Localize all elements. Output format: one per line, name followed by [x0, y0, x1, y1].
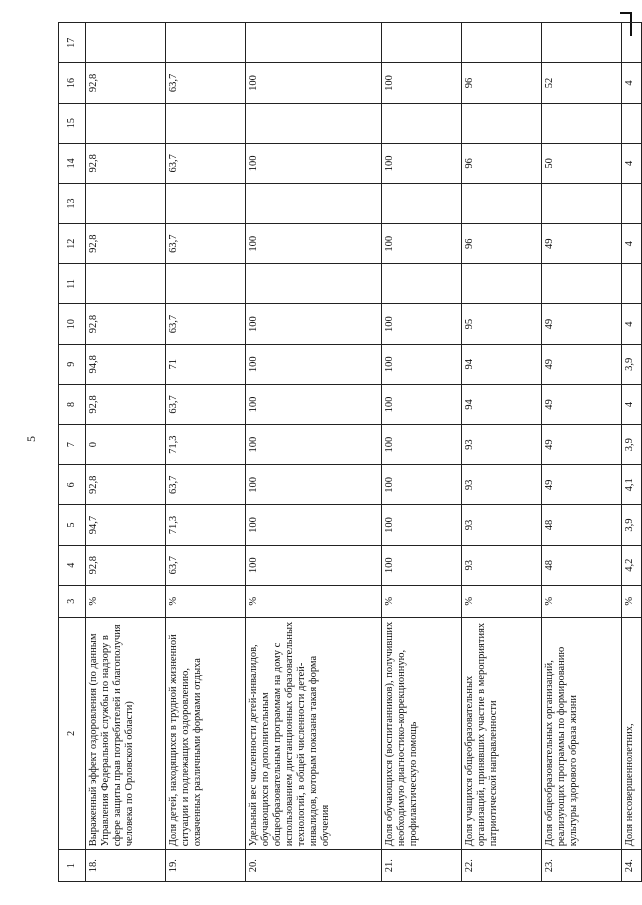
value-cell: 96 — [462, 63, 542, 103]
unit-cell: % — [166, 585, 246, 617]
value-cell: 100 — [382, 465, 462, 505]
value-cell — [542, 23, 622, 63]
column-header: 9 — [59, 344, 86, 384]
value-cell — [246, 183, 382, 223]
value-cell — [622, 183, 642, 223]
value-cell — [462, 264, 542, 304]
value-cell: 71,3 — [166, 425, 246, 465]
value-cell — [542, 264, 622, 304]
value-cell: 100 — [382, 545, 462, 585]
value-cell: 49 — [542, 465, 622, 505]
value-cell: 48 — [542, 545, 622, 585]
value-cell — [382, 103, 462, 143]
value-cell: 4,1 — [622, 465, 642, 505]
indicator-name: Доля детей, находящихся в трудной жизненной ситуации и подлежащих оздоровлению, охваченных различными формами отдыха — [166, 617, 246, 850]
unit-cell: % — [86, 585, 166, 617]
value-cell: 96 — [462, 143, 542, 183]
value-cell — [622, 264, 642, 304]
column-header: 12 — [59, 224, 86, 264]
value-cell — [246, 23, 382, 63]
value-cell: 71,3 — [166, 505, 246, 545]
value-cell: 4 — [622, 304, 642, 344]
value-cell — [86, 183, 166, 223]
value-cell — [246, 264, 382, 304]
value-cell: 100 — [246, 344, 382, 384]
column-header: 13 — [59, 183, 86, 223]
indicator-name: Доля несовершеннолетних, — [622, 617, 642, 850]
table-stage — [58, 22, 635, 882]
row-number: 18. — [86, 850, 166, 882]
column-header: 3 — [59, 585, 86, 617]
value-cell: 49 — [542, 425, 622, 465]
unit-cell: % — [462, 585, 542, 617]
page-number: 5 — [24, 436, 38, 442]
value-cell: 0 — [86, 425, 166, 465]
value-cell — [86, 23, 166, 63]
row-number: 20. — [246, 850, 382, 882]
value-cell: 49 — [542, 304, 622, 344]
table-row — [86, 23, 166, 882]
row-number: 23. — [542, 850, 622, 882]
value-cell — [622, 23, 642, 63]
value-cell: 100 — [382, 505, 462, 545]
value-cell: 100 — [382, 344, 462, 384]
value-cell: 100 — [382, 143, 462, 183]
value-cell: 49 — [542, 224, 622, 264]
value-cell: 100 — [246, 63, 382, 103]
unit-cell: % — [382, 585, 462, 617]
value-cell — [166, 23, 246, 63]
value-cell: 100 — [246, 505, 382, 545]
table-row — [542, 23, 622, 882]
value-cell: 92,8 — [86, 224, 166, 264]
column-header: 2 — [59, 617, 86, 850]
table-row — [462, 23, 542, 882]
value-cell: 52 — [542, 63, 622, 103]
value-cell: 49 — [542, 384, 622, 424]
column-header: 10 — [59, 304, 86, 344]
column-header: 6 — [59, 465, 86, 505]
value-cell: 93 — [462, 545, 542, 585]
column-header: 8 — [59, 384, 86, 424]
value-cell — [622, 103, 642, 143]
value-cell: 50 — [542, 143, 622, 183]
value-cell — [462, 183, 542, 223]
value-cell: 95 — [462, 304, 542, 344]
value-cell — [382, 264, 462, 304]
value-cell — [462, 23, 542, 63]
value-cell: 4,2 — [622, 545, 642, 585]
indicator-name: Доля обучающихся (воспитанников), получивших необходимую диагностико-коррекционную, профилактическую помощь — [382, 617, 462, 850]
value-cell: 94,8 — [86, 344, 166, 384]
value-cell: 100 — [246, 545, 382, 585]
rotated-table-container — [58, 22, 635, 882]
value-cell: 96 — [462, 224, 542, 264]
value-cell — [166, 103, 246, 143]
value-cell — [382, 183, 462, 223]
column-header: 11 — [59, 264, 86, 304]
indicator-name: Выраженный эффект оздоровления (по данным Управления Федеральной службы по надзору в сфере защиты прав потребителей и благополучия человека по Орловской области) — [86, 617, 166, 850]
value-cell: 100 — [382, 384, 462, 424]
value-cell: 49 — [542, 344, 622, 384]
header-row — [59, 23, 86, 882]
value-cell: 94 — [462, 344, 542, 384]
value-cell: 63,7 — [166, 384, 246, 424]
table-row — [382, 23, 462, 882]
value-cell: 4 — [622, 384, 642, 424]
value-cell — [166, 183, 246, 223]
value-cell: 71 — [166, 344, 246, 384]
value-cell: 93 — [462, 425, 542, 465]
value-cell: 3,9 — [622, 505, 642, 545]
value-cell — [166, 264, 246, 304]
table-body — [86, 23, 642, 882]
row-number: 22. — [462, 850, 542, 882]
value-cell: 4 — [622, 143, 642, 183]
value-cell: 3,9 — [622, 425, 642, 465]
value-cell: 100 — [246, 425, 382, 465]
value-cell — [382, 23, 462, 63]
value-cell: 4 — [622, 224, 642, 264]
value-cell: 92,8 — [86, 63, 166, 103]
unit-cell: % — [622, 585, 642, 617]
value-cell — [462, 103, 542, 143]
table-row — [166, 23, 246, 882]
column-header: 7 — [59, 425, 86, 465]
unit-cell: % — [246, 585, 382, 617]
value-cell: 3,9 — [622, 344, 642, 384]
value-cell — [246, 103, 382, 143]
value-cell: 63,7 — [166, 63, 246, 103]
value-cell: 100 — [246, 465, 382, 505]
indicator-name: Удельный вес численности детей-инвалидов, обучающихся по дополнительным общеобразовательным программам на дому с использованием дистанционных образовательных технологий, в общей численности детей-инвалидов, которым показана такая форма обучения — [246, 617, 382, 850]
value-cell: 92,8 — [86, 465, 166, 505]
indicators-table — [58, 22, 642, 882]
value-cell: 100 — [382, 63, 462, 103]
value-cell: 63,7 — [166, 304, 246, 344]
column-header: 17 — [59, 23, 86, 63]
value-cell: 63,7 — [166, 465, 246, 505]
column-header: 1 — [59, 850, 86, 882]
value-cell: 4 — [622, 63, 642, 103]
row-number: 21. — [382, 850, 462, 882]
indicator-name: Доля учащихся общеобразовательных организаций, принявших участие в мероприятиях патриотической направленности — [462, 617, 542, 850]
row-number: 19. — [166, 850, 246, 882]
table-row — [246, 23, 382, 882]
value-cell: 100 — [382, 304, 462, 344]
value-cell: 100 — [382, 224, 462, 264]
value-cell — [86, 264, 166, 304]
value-cell: 92,8 — [86, 545, 166, 585]
value-cell: 100 — [246, 143, 382, 183]
value-cell: 100 — [382, 425, 462, 465]
column-header: 4 — [59, 545, 86, 585]
column-header: 16 — [59, 63, 86, 103]
column-header: 15 — [59, 103, 86, 143]
value-cell: 63,7 — [166, 143, 246, 183]
value-cell: 94 — [462, 384, 542, 424]
value-cell: 92,8 — [86, 304, 166, 344]
value-cell: 100 — [246, 384, 382, 424]
value-cell: 63,7 — [166, 545, 246, 585]
value-cell: 92,8 — [86, 143, 166, 183]
unit-cell: % — [542, 585, 622, 617]
value-cell — [542, 183, 622, 223]
value-cell: 48 — [542, 505, 622, 545]
value-cell: 93 — [462, 505, 542, 545]
column-header: 5 — [59, 505, 86, 545]
table-row — [622, 23, 642, 882]
value-cell: 100 — [246, 224, 382, 264]
indicator-name: Доля общеобразовательных организаций, реализующих программы по формированию культуры здорового образа жизни — [542, 617, 622, 850]
value-cell: 92,8 — [86, 384, 166, 424]
value-cell: 100 — [246, 304, 382, 344]
value-cell — [86, 103, 166, 143]
value-cell: 63,7 — [166, 224, 246, 264]
value-cell — [542, 103, 622, 143]
value-cell: 94,7 — [86, 505, 166, 545]
value-cell: 93 — [462, 465, 542, 505]
row-number: 24. — [622, 850, 642, 882]
column-header: 14 — [59, 143, 86, 183]
